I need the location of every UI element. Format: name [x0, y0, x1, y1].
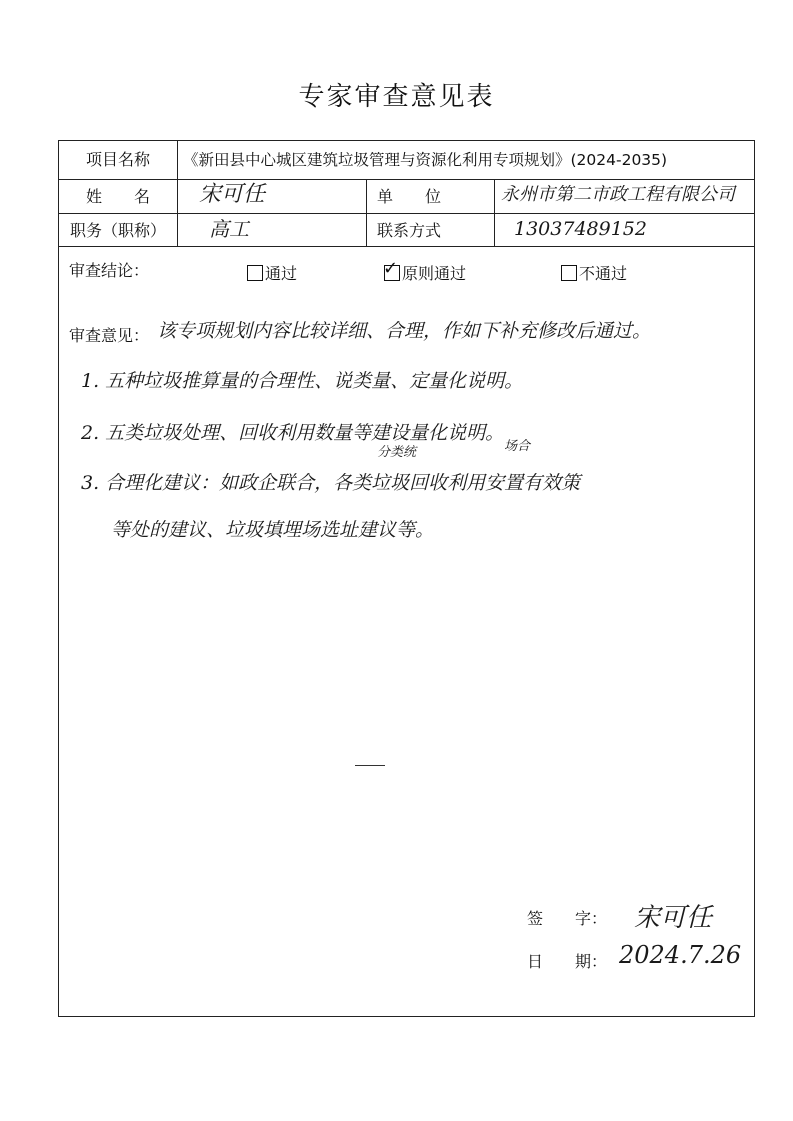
page-title: 专家审查意见表: [298, 82, 495, 112]
checkbox-pass[interactable]: [247, 265, 263, 281]
review-form-table: [58, 140, 755, 1017]
col-divider: [366, 179, 367, 246]
row-divider: [59, 213, 754, 214]
opinion-insert-2: 场合: [504, 439, 531, 454]
project-name-label: 项目名称: [85, 150, 150, 169]
conclusion-label: 审查结论：: [69, 261, 150, 280]
project-name-value: 《新田县中心城区建筑垃圾管理与资源化利用专项规划》(2024-2035): [183, 151, 668, 169]
signature-label: 签 字：: [527, 909, 608, 928]
checkbox-approved-in-principle[interactable]: [383, 258, 400, 281]
option-pass[interactable]: 通过: [247, 261, 297, 284]
position-title-value: 高工: [209, 217, 249, 241]
contact-label: 联系方式: [377, 221, 442, 240]
stray-pen-mark: [355, 765, 385, 766]
opinion-item-1: 1. 五种垃圾推算量的合理性、说类量、定量化说明。: [81, 370, 524, 392]
opinion-item-3: 3. 合理化建议：如政企联合，各类垃圾回收利用安置有效策: [81, 472, 581, 494]
signature-value: 宋可任: [634, 903, 713, 933]
row-divider: [59, 179, 754, 180]
option-approved-in-principle[interactable]: ✓ 原则通过: [383, 258, 467, 283]
opinion-item-2: 2. 五类垃圾处理、回收利用数量等建设量化说明。: [81, 422, 505, 444]
check-mark-icon: ✓: [383, 258, 399, 279]
col-divider: [494, 179, 495, 246]
col-divider: [177, 141, 178, 246]
opinion-insert-1: 分类统: [377, 445, 417, 460]
opinion-intro: 该专项规划内容比较详细、合理，作如下补充修改后通过。: [157, 320, 652, 342]
contact-value: 13037489152: [514, 218, 647, 240]
name-label: 姓 名: [85, 187, 150, 206]
opinion-item-3-cont: 等处的建议、垃圾填埋场选址建议等。: [111, 519, 435, 541]
opinion-label: 审查意见：: [69, 326, 150, 345]
row-divider: [59, 246, 754, 247]
unit-value: 永州市第二市政工程有限公司: [501, 184, 735, 205]
position-title-label: 职务（职称）: [69, 221, 166, 240]
date-label: 日 期：: [527, 952, 608, 971]
unit-label: 单 位: [377, 187, 442, 206]
date-value: 2024.7.26: [619, 941, 742, 969]
checkbox-reject[interactable]: [561, 265, 577, 281]
name-value: 宋可任: [199, 182, 266, 207]
option-reject[interactable]: 不通过: [561, 261, 627, 284]
